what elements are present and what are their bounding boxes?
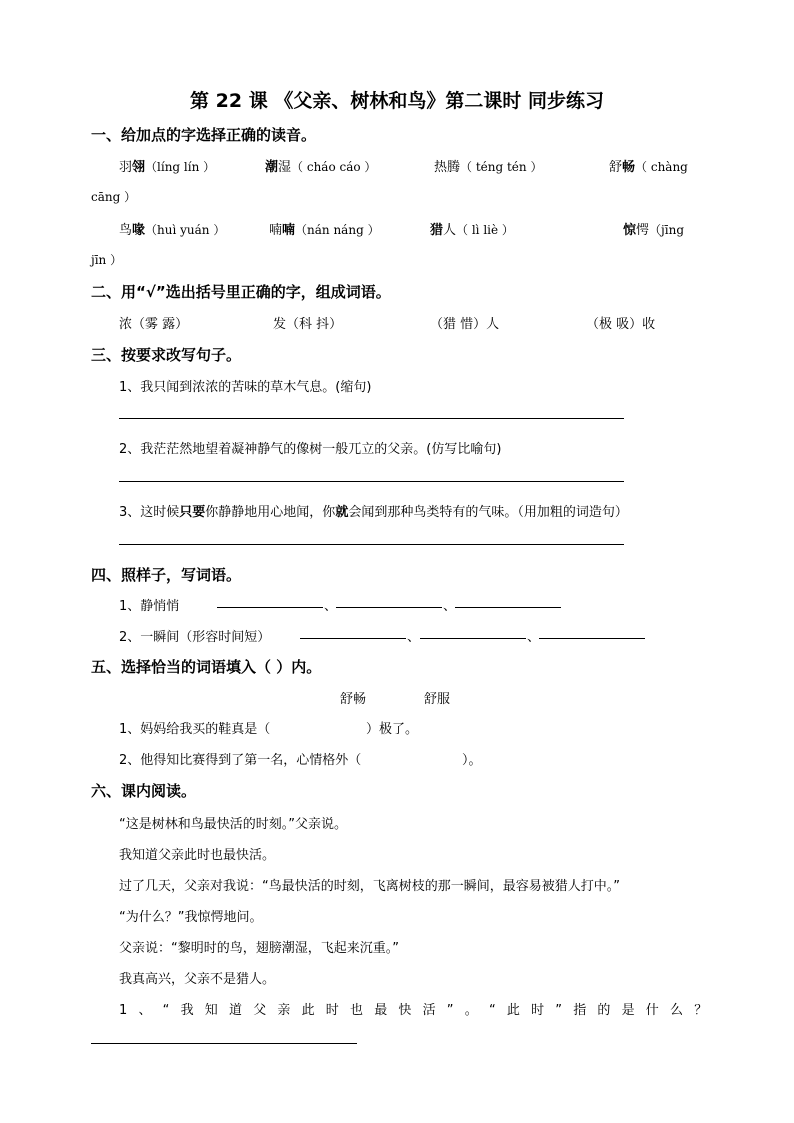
choice-item-1: 浓（雾 露）: [119, 317, 189, 332]
bold-word: 只要: [179, 505, 206, 520]
pinyin-options: （nán náng ）: [295, 223, 380, 237]
pinyin-item-5: [119, 219, 225, 238]
dotted-char: 喃: [282, 223, 296, 238]
pinyin-options: （ chàng: [635, 160, 688, 174]
fill-question-1-start: 1、妈妈给我买的鞋真是（: [119, 722, 271, 737]
rewrite-question-1: 1、我只闻到浓浓的苦味的草木气息。(缩句): [119, 380, 372, 395]
pinyin-item-7: [430, 219, 514, 238]
blank-line: [217, 607, 323, 608]
choice-item-4: （极 吸）收: [586, 317, 656, 332]
item-text: 湿: [278, 160, 292, 175]
fill-question-1-end: ）极了。: [366, 722, 419, 737]
dotted-char: 惊: [623, 223, 637, 238]
section-1-heading: 一、给加点的字选择正确的读音。: [91, 126, 317, 144]
answer-line: [119, 544, 624, 545]
dotted-char: 翎: [132, 160, 146, 175]
pattern-question-1: 1、静悄悄: [119, 599, 180, 614]
section-2-heading: 二、用“√”选出括号里正确的字，组成词语。: [91, 283, 391, 301]
pinyin-options: （ téng tén ）: [460, 160, 543, 174]
question-text: 3、这时候: [119, 505, 180, 520]
answer-line: [119, 481, 624, 482]
section-5-heading: 五、选择恰当的词语填入（ ）内。: [91, 658, 322, 676]
item-text: 舒: [609, 160, 623, 175]
blank-line: [455, 607, 561, 608]
fill-question-2-end: ）。: [462, 753, 482, 768]
separator: 、: [407, 630, 421, 645]
pinyin-item-3: [434, 156, 542, 175]
dotted-char: 猎: [430, 223, 444, 238]
separator: 、: [324, 599, 338, 614]
pinyin-item-4: [609, 156, 688, 175]
dotted-char: 畅: [622, 160, 636, 175]
word-option-1: 舒畅: [340, 692, 367, 707]
blank-line: [420, 638, 526, 639]
pinyin-item-6: [269, 219, 380, 238]
reading-paragraph: “为什么？”我惊愕地问。: [119, 910, 263, 925]
reading-paragraph: 父亲说：“黎明时的鸟，翅膀潮湿，飞起来沉重。”: [119, 941, 399, 956]
dotted-char: 潮: [265, 160, 279, 175]
item-text: 喃: [269, 223, 283, 238]
pinyin-options: （ lì liè ）: [456, 223, 514, 237]
pinyin-item-8: [623, 219, 684, 238]
reading-paragraph: “这是树林和鸟最快活的时刻。”父亲说。: [119, 817, 347, 832]
choice-item-3: （猎 惜）人: [430, 317, 500, 332]
question-text: 你静静地用心地闻，你: [205, 505, 336, 520]
pinyin-wrap-1: cāng ）: [91, 190, 137, 204]
pinyin-options: （jīng: [649, 223, 685, 237]
item-text: 鸟: [119, 223, 133, 238]
reading-paragraph: 过了几天，父亲对我说：“鸟最快活的时刻，飞离树枝的那一瞬间，最容易被猎人打中。”: [119, 879, 620, 894]
pinyin-item-2: [265, 156, 376, 175]
section-6-heading: 六、课内阅读。: [91, 782, 197, 800]
item-text: 人: [443, 223, 457, 238]
bold-word: 就: [335, 505, 349, 520]
answer-line: [119, 418, 624, 419]
rewrite-question-2: 2、我茫茫然地望着凝神静气的像树一般兀立的父亲。(仿写比喻句): [119, 442, 502, 457]
blank-line: [539, 638, 645, 639]
pinyin-wrap-2: jīn ）: [91, 253, 123, 267]
pinyin-item-1: [119, 156, 215, 175]
page-title: 第 22 课 《父亲、树林和鸟》第二课时 同步练习: [190, 90, 604, 112]
item-text: 羽: [119, 160, 133, 175]
rewrite-question-3: [119, 501, 628, 520]
answer-line: [91, 1043, 357, 1044]
pinyin-options: （ cháo cáo ）: [291, 160, 377, 174]
reading-paragraph: 我知道父亲此时也最快活。: [119, 848, 276, 863]
section-4-heading: 四、照样子，写词语。: [91, 566, 242, 584]
word-option-2: 舒服: [424, 692, 451, 707]
separator: 、: [527, 630, 541, 645]
section-3-heading: 三、按要求改写句子。: [91, 346, 242, 364]
pattern-question-2: 2、一瞬间（形容时间短）: [119, 630, 271, 645]
pinyin-options: （líng lín ）: [145, 160, 216, 174]
item-text: 愕: [636, 223, 650, 238]
fill-question-2-start: 2、他得知比赛得到了第一名，心情格外（: [119, 753, 362, 768]
reading-paragraph: 我真高兴，父亲不是猎人。: [119, 972, 276, 987]
pinyin-options: （huì yuán ）: [145, 223, 226, 237]
item-text: 热腾: [434, 160, 461, 175]
blank-line: [300, 638, 406, 639]
blank-line: [336, 607, 442, 608]
separator: 、: [443, 599, 457, 614]
choice-item-2: 发（科 抖）: [273, 317, 343, 332]
question-text: 会闻到那种鸟类特有的气味。（用加粗的词造句）: [348, 505, 628, 520]
dotted-char: 喙: [132, 223, 146, 238]
reading-question-1: 1、“我知道父亲此时也最快活”。“此时”指的是什么？: [119, 1003, 719, 1018]
